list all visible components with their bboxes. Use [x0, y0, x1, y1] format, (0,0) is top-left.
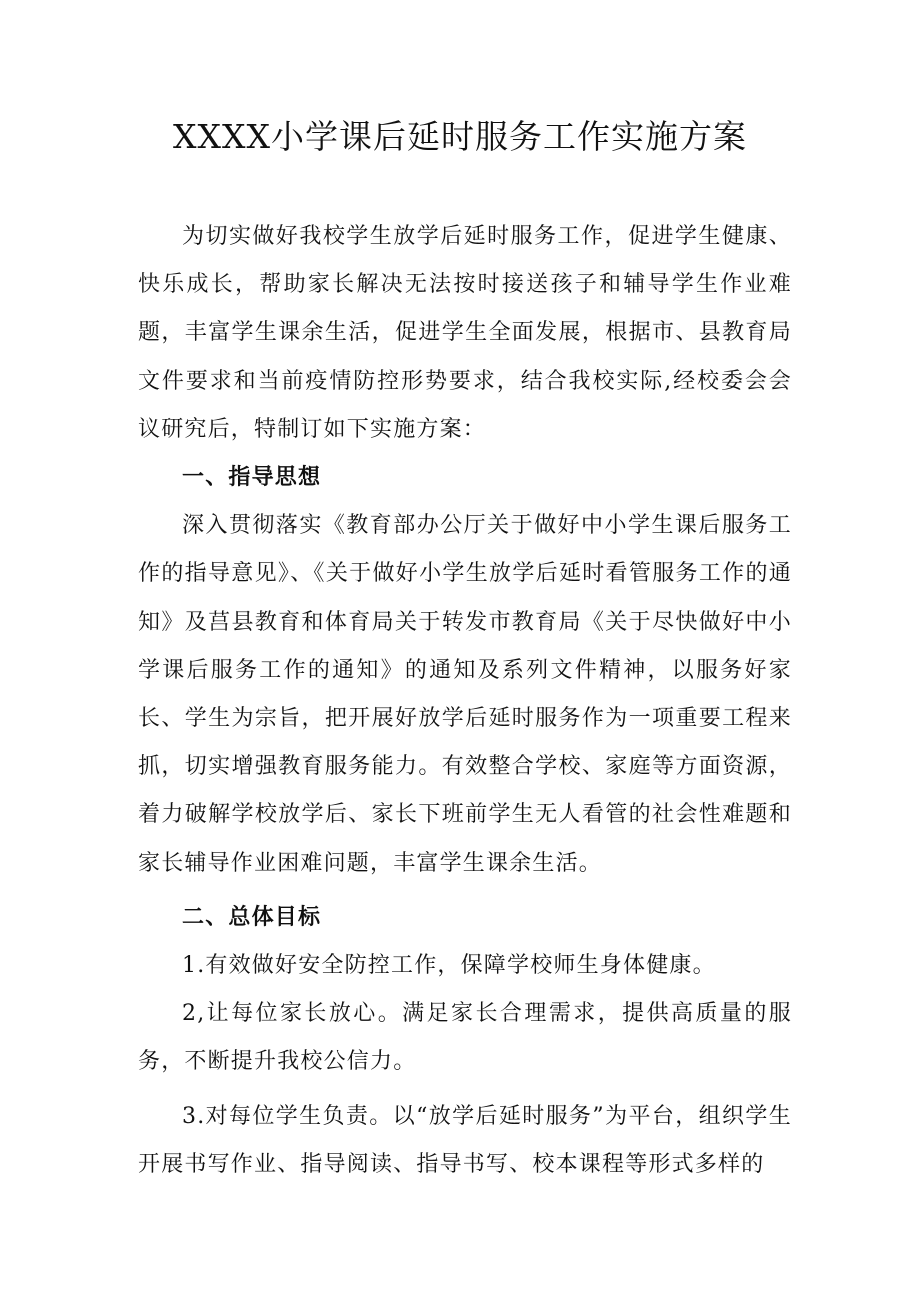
section-heading-overall-goals: 二、总体目标 [182, 904, 322, 930]
goal-item-1: 1.有效做好安全防控工作，保障学校师生身体健康。 [182, 953, 716, 979]
document-title: XXXX小学课后延时服务工作实施方案 [173, 117, 747, 156]
intro-paragraph: 为切实做好我校学生放学后延时服务工作，促进学生健康、快乐成长，帮助家长解决无法按时接送孩子和辅导学生作业难题，丰富学生课余生活，促进学生全面发展，根据市、县教育局文件要求和当前疫情防控形势要求，结合我校实际,经校委会会议研究后，特制订如下实施方案： [138, 224, 792, 442]
goal-item-3: 3.对每位学生负责。以“放学后延时服务”为平台，组织学生开展书写作业、指导阅读、指导书写、校本课程等形式多样的 [138, 1103, 792, 1177]
section-heading-guiding-ideology: 一、指导思想 [182, 465, 322, 491]
document-body [138, 213, 792, 1189]
guiding-ideology-paragraph: 深入贯彻落实《教育部办公厅关于做好中小学生课后服务工作的指导意见》、《关于做好小学生放学后延时看管服务工作的通知》及莒县教育和体育局关于转发市教育局《关于尽快做好中小学课后服务工作的通知》的通知及系列文件精神，以服务好家长、学生为宗旨，把开展好放学后延时服务作为一项重要工程来抓，切实增强教育服务能力。有效整合学校、家庭等方面资源，着力破解学校放学后、家长下班前学生无人看管的社会性难题和家长辅导作业困难问题，丰富学生课余生活。 [138, 513, 792, 876]
goal-item-2: 2,让每位家长放心。满足家长合理需求，提供高质量的服务，不断提升我校公信力。 [138, 1001, 792, 1075]
